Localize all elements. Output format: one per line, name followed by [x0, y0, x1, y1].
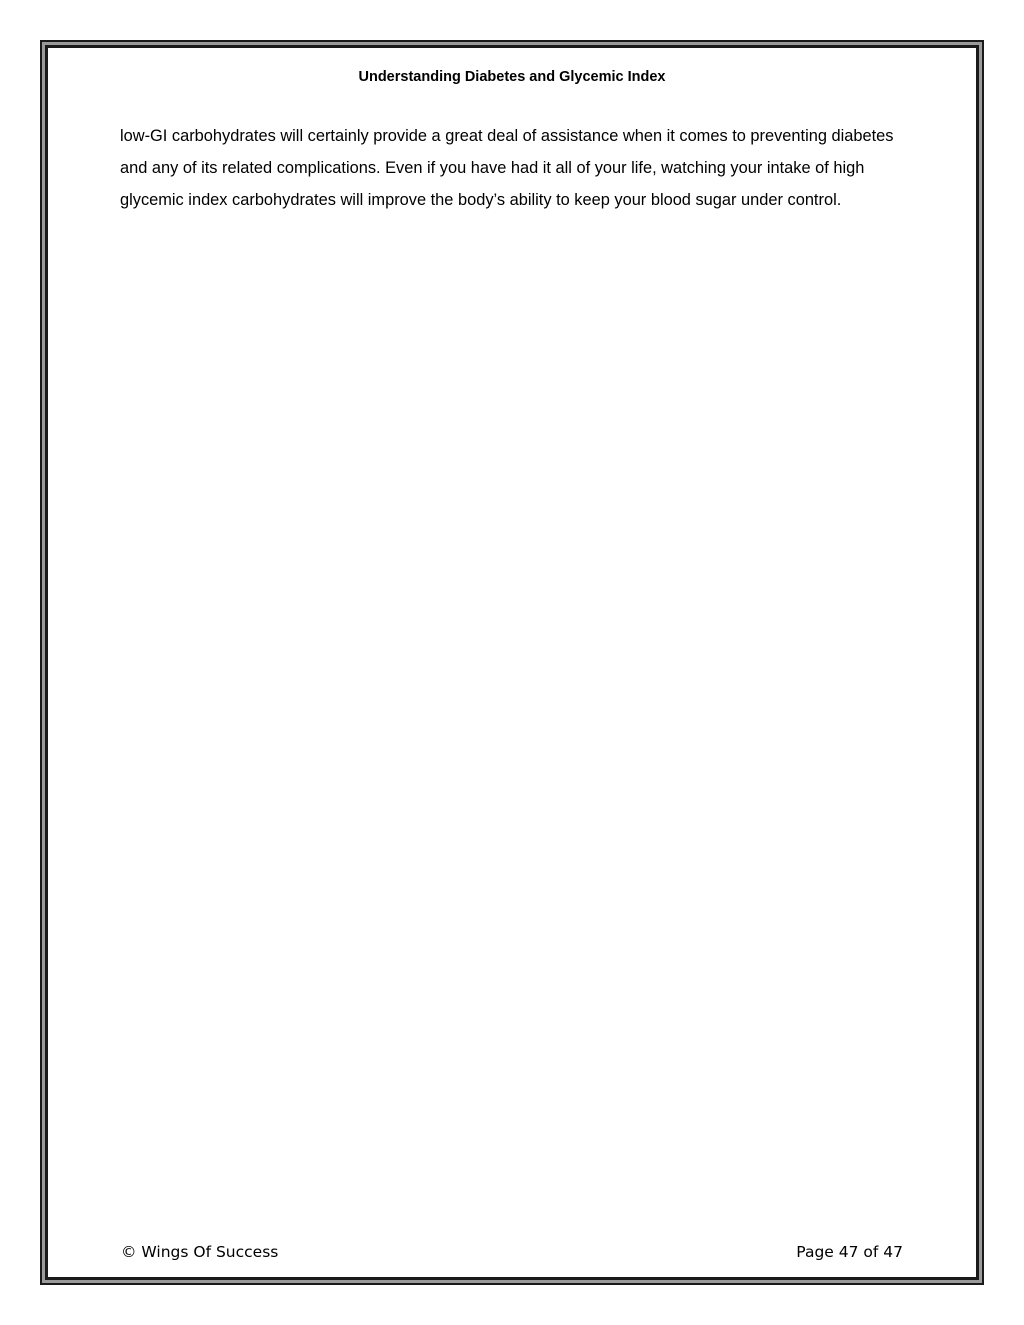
footer-copyright: © Wings Of Success	[121, 1243, 279, 1261]
page-border-inner	[45, 45, 979, 1280]
footer-page-number: Page 47 of 47	[796, 1243, 903, 1261]
body-paragraph: low-GI carbohydrates will certainly provide a great deal of assistance when it comes to preventing diabetes and any of its related complications. Even if you have had it all of your life, watching your intake of high glycemic index carbohydrates will improve the body’s ability to keep your blood sugar under control.	[120, 127, 894, 209]
page-border-middle	[42, 42, 982, 1283]
page-content	[48, 48, 976, 1277]
page-border	[40, 40, 984, 1285]
running-header-title: Understanding Diabetes and Glycemic Index	[358, 69, 666, 85]
